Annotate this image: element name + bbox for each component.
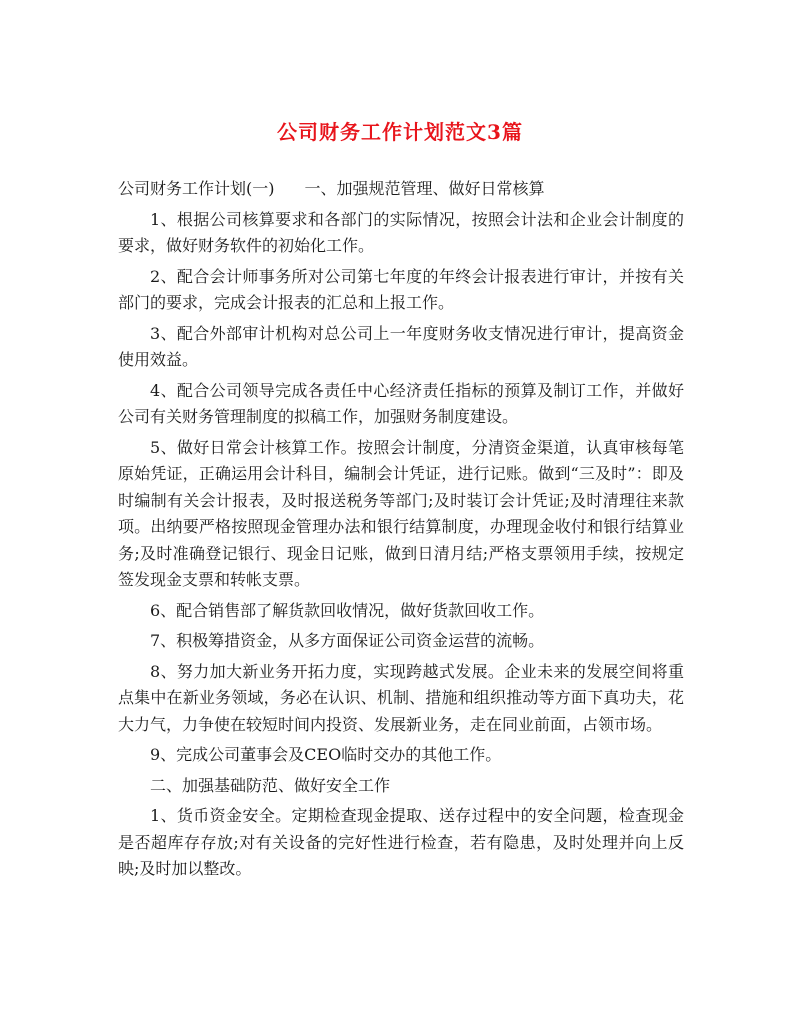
paragraph: 3、配合外部审计机构对总公司上一年度财务收支情况进行审计，提高资金使用效益。: [118, 323, 684, 369]
paragraph: 2、配合会计师事务所对公司第七年度的年终会计报表进行审计，并按有关部门的要求，完成会计报表的汇总和上报工作。: [118, 266, 684, 312]
paragraph: 1、根据公司核算要求和各部门的实际情况，按照会计法和企业会计制度的要求，做好财务软件的初始化工作。: [118, 209, 684, 255]
paragraph: 7、积极筹措资金，从多方面保证公司资金运营的流畅。: [150, 631, 545, 650]
section-heading-1: 一、加强规范管理、做好日常核算: [304, 179, 545, 198]
paragraph: 1、货币资金安全。定期检查现金提取、送存过程中的安全问题，检查现金是否超库存存放;对有关设备的完好性进行检查，若有隐患，及时处理并向上反映;及时加以整改。: [118, 806, 684, 878]
document-body: [118, 176, 684, 887]
section-heading-2: 二、加强基础防范、做好安全工作: [150, 775, 391, 795]
paragraph: 8、努力加大新业务开拓力度，实现跨越式发展。企业未来的发展空间将重点集中在新业务领域，务必在认识、机制、措施和组织推动等方面下真功夫，花大力气，力争使在较短时间内投资、发展新业务，走在同业前面，占领市场。: [118, 661, 684, 734]
document-title: 公司财务工作计划范文3篇: [277, 120, 523, 144]
intro-line: [118, 176, 684, 203]
intro-label: 公司财务工作计划(一): [118, 179, 275, 198]
paragraph: 9、完成公司董事会及CEO临时交办的其他工作。: [150, 745, 502, 764]
paragraph: 4、配合公司领导完成各责任中心经济责任指标的预算及制订工作，并做好公司有关财务管理制度的拟稿工作，加强财务制度建设。: [118, 380, 684, 426]
paragraph: 6、配合销售部了解货款回收情况，做好货款回收工作。: [150, 600, 545, 620]
paragraph: 5、做好日常会计核算工作。按照会计制度，分清资金渠道，认真审核每笔原始凭证，正确运用会计科目，编制会计凭证，进行记账。做到“三及时”：即及时编制有关会计报表，及时报送税务等部门;及时装订会计凭证;及时清理往来款项。出纳要严格按照现金管理办法和银行结算制度，办理现金收付和银行结算业务;及时准确登记银行、现金日记账，做到日清月结;严格支票领用手续，按规定签发现金支票和转帐支票。: [118, 437, 684, 589]
